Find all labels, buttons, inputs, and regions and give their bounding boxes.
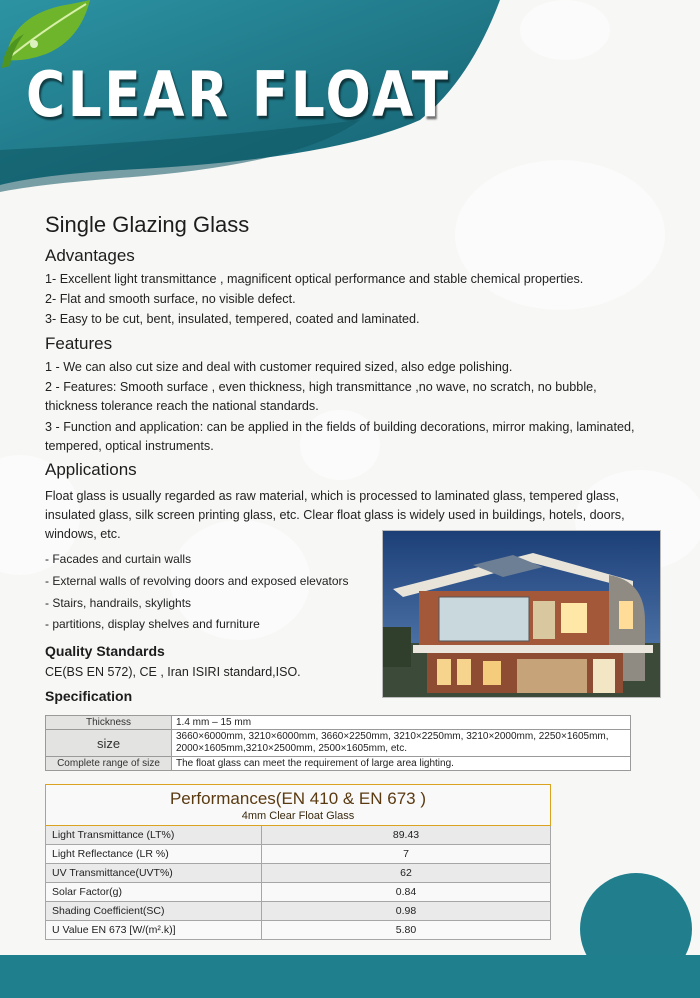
spec-row — [46, 757, 631, 771]
performance-label: Shading Coefficient(SC) — [46, 902, 262, 921]
quality-heading: Quality Standards — [45, 643, 165, 659]
performance-label: Solar Factor(g) — [46, 883, 262, 902]
application-item: - External walls of revolving doors and exposed elevators — [45, 574, 349, 588]
feature-item: 3 - Function and application: can be applied in the fields of building decorations, mirror making, laminated, tempered, optical instruments. — [45, 420, 635, 453]
page-title: Single Glazing Glass — [45, 212, 250, 237]
advantage-item: 1- Excellent light transmittance , magnificent optical performance and stable chemical properties. — [45, 272, 584, 286]
leaf-icon — [0, 0, 92, 70]
spec-key: Thickness — [46, 716, 172, 730]
performance-row — [46, 921, 551, 940]
features-heading: Features — [45, 334, 113, 353]
application-item: - Stairs, handrails, skylights — [45, 596, 192, 610]
advantage-item: 2- Flat and smooth surface, no visible defect. — [45, 292, 296, 306]
performance-row — [46, 902, 551, 921]
performance-value: 5.80 — [262, 921, 551, 940]
spec-value: 3660×6000mm, 3210×6000mm, 3660×2250mm, 3210×2250mm, 3210×2000mm, 2250×1605mm, 2000×1605mm,3210×2500mm, 2500×1605mm, etc. — [172, 730, 631, 757]
header-banner — [0, 0, 700, 200]
building-photo — [382, 530, 661, 698]
performance-value: 62 — [262, 864, 551, 883]
footer-bar — [0, 955, 700, 998]
performance-row — [46, 883, 551, 902]
performance-label: Light Transmittance (LT%) — [46, 826, 262, 845]
performance-value: 7 — [262, 845, 551, 864]
advantages-heading: Advantages — [45, 246, 135, 265]
performance-header — [46, 785, 551, 826]
brand-title: CLEAR FLOAT — [26, 58, 451, 131]
advantage-item: 3- Easy to be cut, bent, insulated, tempered, coated and laminated. — [45, 312, 420, 326]
performance-label: UV Transmittance(UVT%) — [46, 864, 262, 883]
performance-title: Performances(EN 410 & EN 673 ) — [169, 789, 427, 808]
applications-intro: Float glass is usually regarded as raw material, which is processed to laminated glass, tempered glass, insulated glass, silk screen printing glass, etc. Clear float glass is widely used in buildings, hotels, doors, windows, etc. — [45, 489, 625, 541]
performance-row — [46, 826, 551, 845]
quality-text: CE(BS EN 572), CE , Iran ISIRI standard,ISO. — [45, 665, 301, 679]
spec-value: 1.4 mm – 15 mm — [172, 716, 631, 730]
performance-row — [46, 845, 551, 864]
application-item: - Facades and curtain walls — [45, 552, 192, 566]
performance-subtitle: 4mm Clear Float Glass — [241, 810, 355, 822]
specification-table — [45, 715, 631, 771]
performance-value: 0.98 — [262, 902, 551, 921]
performance-row — [46, 864, 551, 883]
application-item: - partitions, display shelves and furniture — [45, 617, 260, 631]
applications-heading: Applications — [45, 460, 137, 479]
spec-key: size — [46, 730, 172, 757]
performance-label: Light Reflectance (LR %) — [46, 845, 262, 864]
performance-table — [45, 784, 551, 940]
specification-heading: Specification — [45, 688, 133, 704]
spec-row — [46, 730, 631, 757]
performance-label: U Value EN 673 [W/(m².k)] — [46, 921, 262, 940]
spec-value: The float glass can meet the requirement of large area lighting. — [172, 757, 631, 771]
feature-item: 1 - We can also cut size and deal with customer required sized, also edge polishing. — [45, 360, 513, 374]
performance-value: 0.84 — [262, 883, 551, 902]
spec-row — [46, 716, 631, 730]
feature-item: 2 - Features: Smooth surface , even thickness, high transmittance ,no wave, no scratch, no bubble, thickness tolerance reach the national standards. — [45, 380, 597, 413]
performance-value: 89.43 — [262, 826, 551, 845]
spec-key: Complete range of size — [46, 757, 172, 771]
